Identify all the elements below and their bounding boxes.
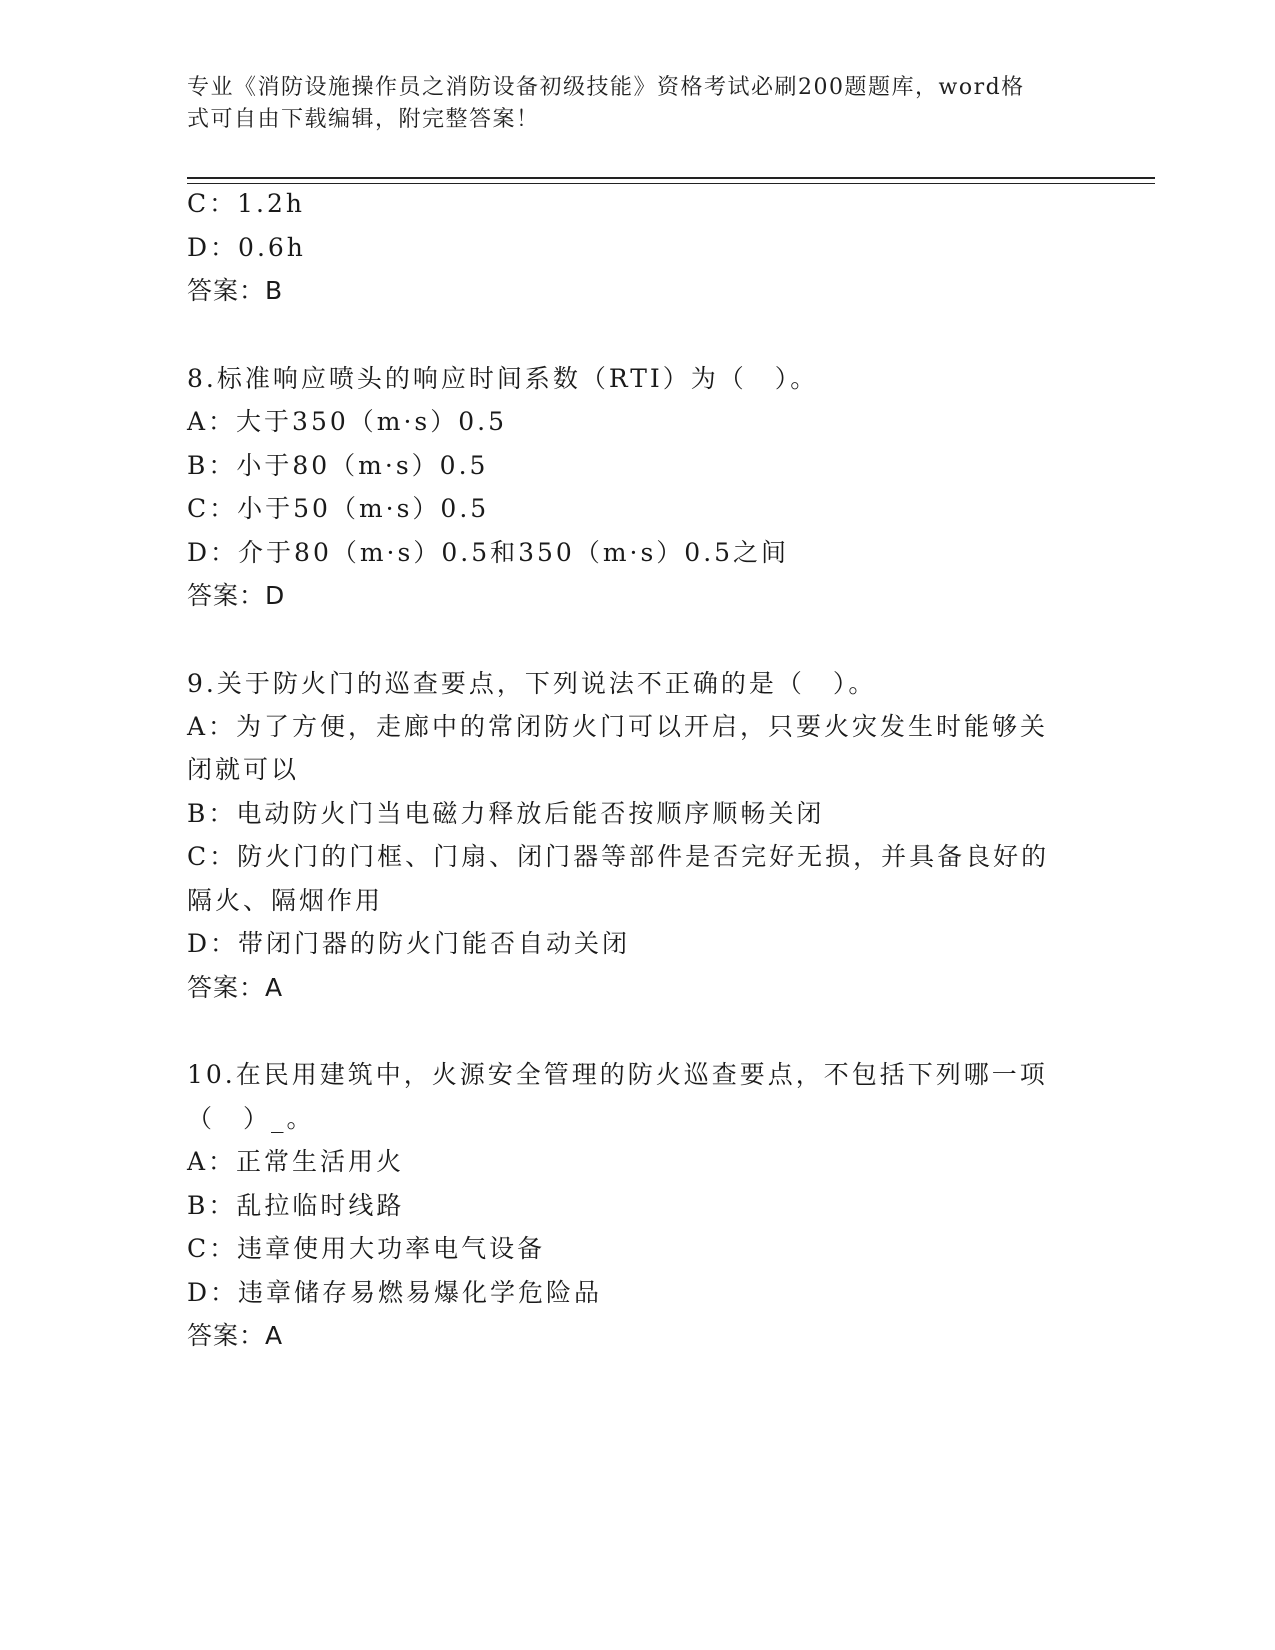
header-divider-thin xyxy=(187,183,1155,184)
header-line-2: 式可自由下载编辑，附完整答案！ xyxy=(187,107,540,132)
document-header xyxy=(187,72,1067,136)
question-10-option-c: C：违章使用大功率电气设备 xyxy=(187,1234,546,1263)
question-8-text: 8.标准响应喷头的响应时间系数（RTI）为（ ）。 xyxy=(187,364,819,393)
question-10-text-line-2: （ ）_。 xyxy=(187,1104,315,1133)
question-10-text-line-1: 10.在民用建筑中，火源安全管理的防火巡查要点，不包括下列哪一项 xyxy=(187,1060,1048,1089)
question-8-option-d: D：介于80（m·s）0.5和350（m·s）0.5之间 xyxy=(187,538,790,567)
option-d: D：0.6h xyxy=(187,233,306,262)
header-divider-thick xyxy=(187,177,1155,179)
question-10-option-b: B：乱拉临时线路 xyxy=(187,1191,405,1220)
option-c: C：1.2h xyxy=(187,189,305,218)
question-9-option-c-line-1: C：防火门的门框、门扇、闭门器等部件是否完好无损，并具备良好的 xyxy=(187,842,1050,871)
question-9-answer: 答案：A xyxy=(187,973,284,1002)
question-8-option-c: C：小于50（m·s）0.5 xyxy=(187,494,490,523)
question-9-option-c-line-2: 隔火、隔烟作用 xyxy=(187,886,384,915)
question-9-option-d: D：带闭门器的防火门能否自动关闭 xyxy=(187,929,631,958)
question-8-option-a: A：大于350（m·s）0.5 xyxy=(187,407,508,436)
answer-line: 答案：B xyxy=(187,276,284,305)
question-9-option-b: B：电动防火门当电磁力释放后能否按顺序顺畅关闭 xyxy=(187,799,825,828)
question-10-option-d: D：违章储存易燃易爆化学危险品 xyxy=(187,1278,603,1307)
question-8-option-b: B：小于80（m·s）0.5 xyxy=(187,451,489,480)
question-9-option-a-line-2: 闭就可以 xyxy=(187,755,300,784)
question-10-answer: 答案：A xyxy=(187,1321,284,1350)
question-10-option-a: A：正常生活用火 xyxy=(187,1147,405,1176)
header-line-1: 专业《消防设施操作员之消防设备初级技能》资格考试必刷200题题库，word格 xyxy=(187,75,1025,100)
question-9-text: 9.关于防火门的巡查要点，下列说法不正确的是（ ）。 xyxy=(187,669,877,698)
question-8-answer: 答案：D xyxy=(187,581,286,610)
question-9-option-a-line-1: A：为了方便，走廊中的常闭防火门可以开启，只要火灾发生时能够关 xyxy=(187,712,1049,741)
